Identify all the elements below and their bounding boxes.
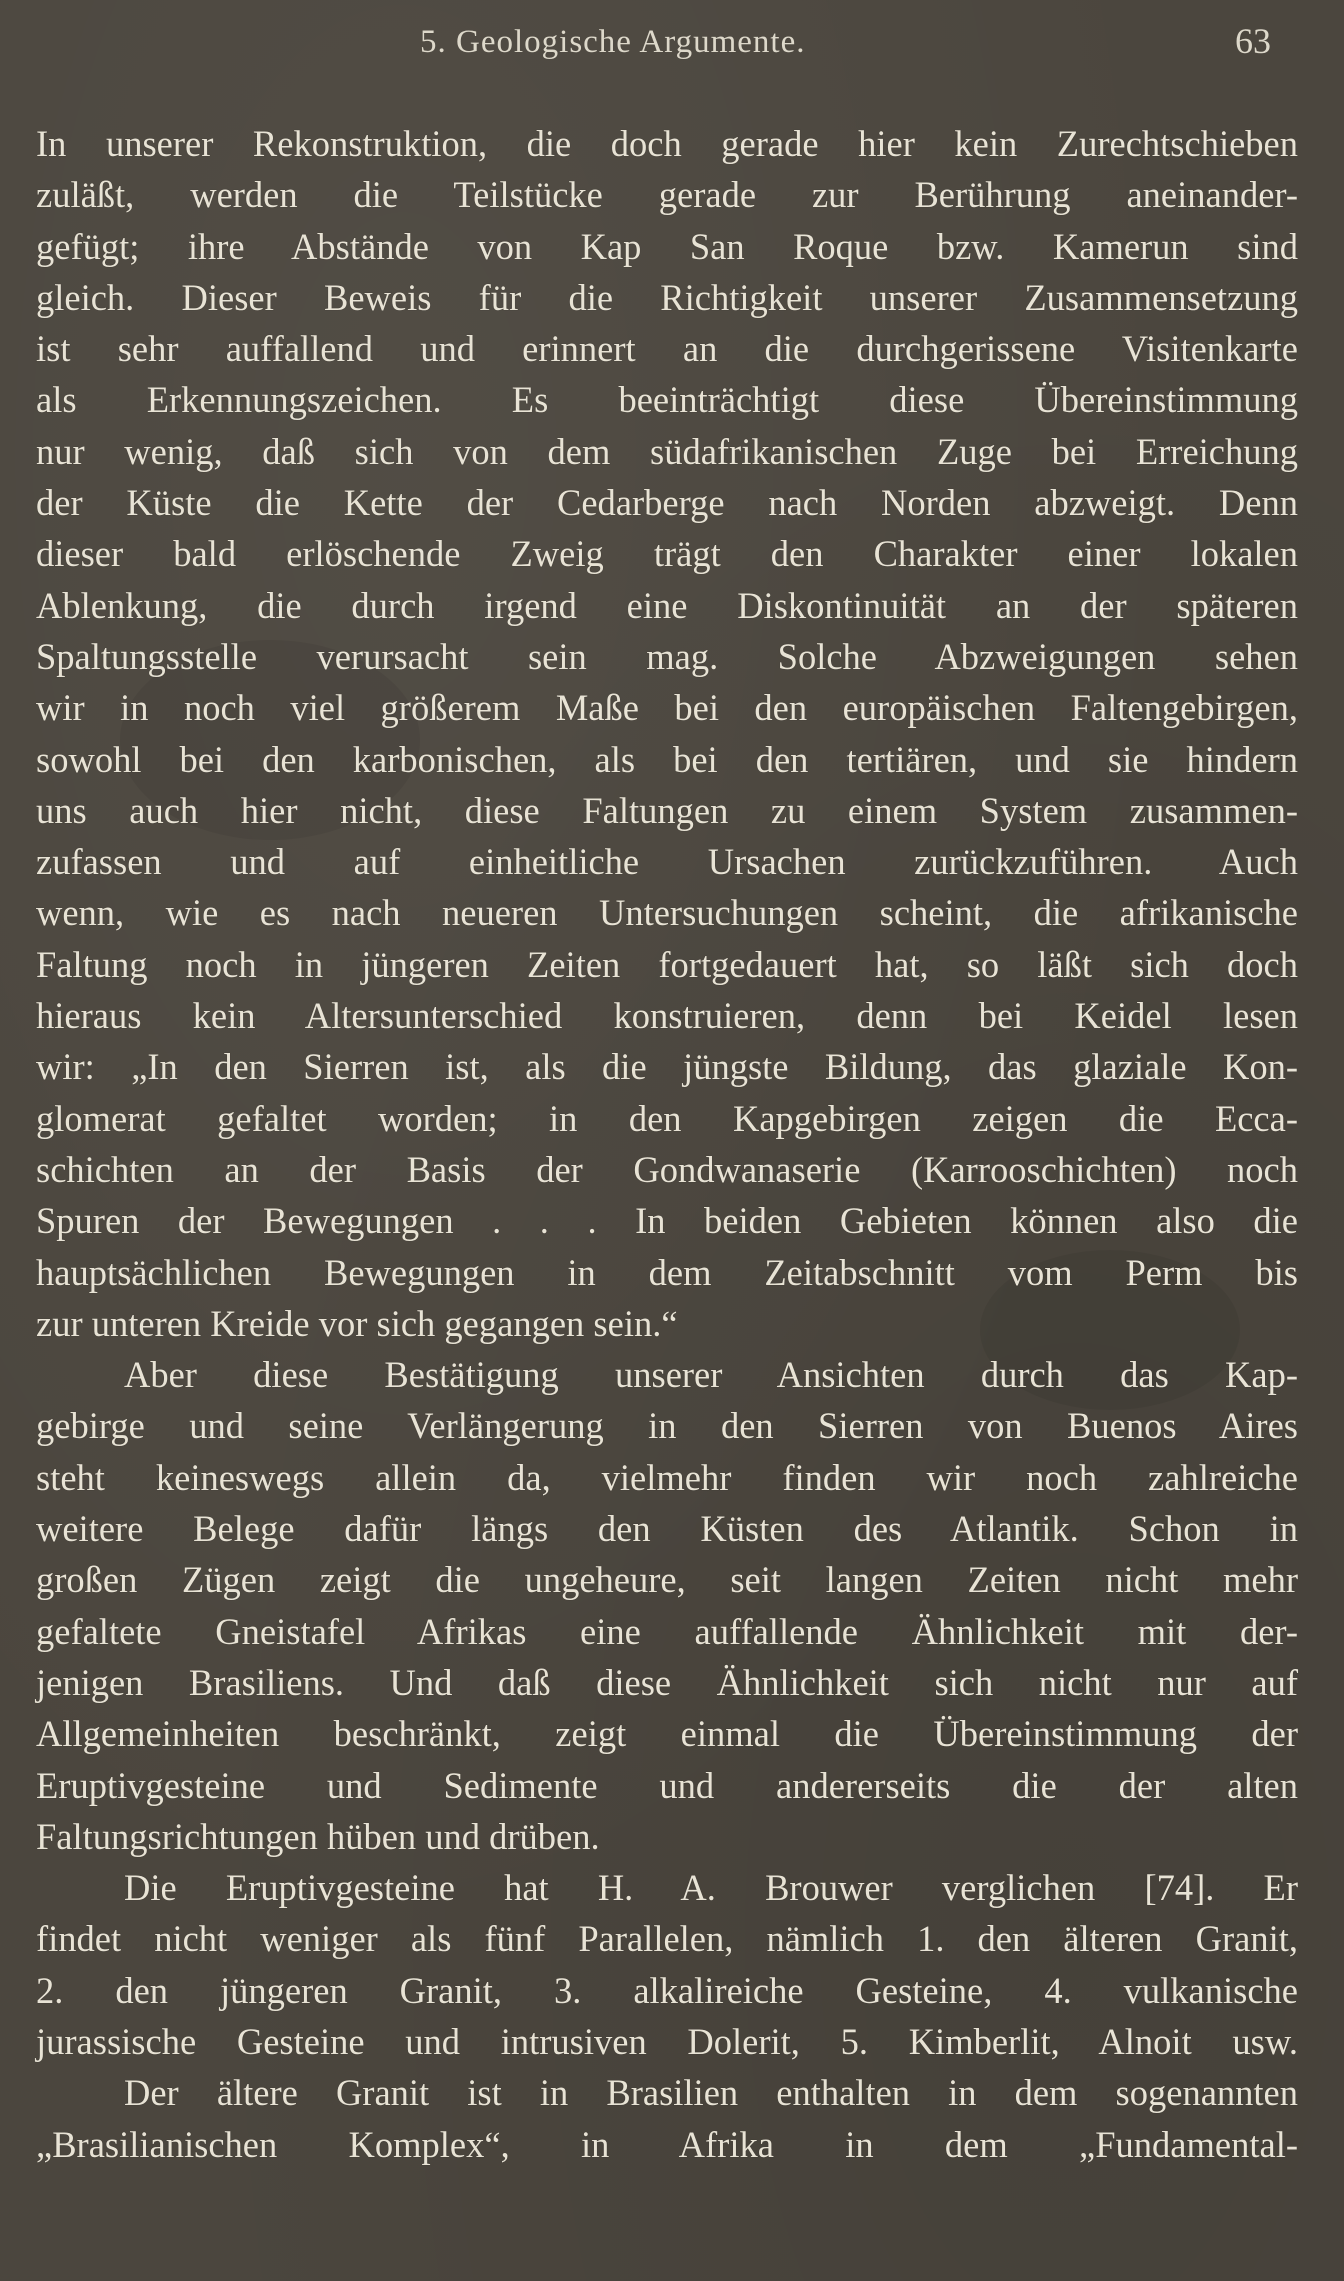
text-line: wir: „In den Sierren ist, als die jüngste Bildung, das glaziale Kon- [36, 1046, 1298, 1088]
text-line: steht keineswegs allein da, vielmehr finden wir noch zahlreiche [36, 1456, 1298, 1498]
chapter-title: 5. Geologische Argumente. [420, 24, 806, 60]
text-line: 2. den jüngeren Granit, 3. alkalireiche Gesteine, 4. vulkanische [36, 1969, 1298, 2011]
text-line: als Erkennungszeichen. Es beeinträchtigt diese Übereinstimmung [36, 379, 1298, 421]
text-line: zufassen und auf einheitliche Ursachen zurückzuführen. Auch [36, 841, 1298, 883]
text-line: hauptsächlichen Bewegungen in dem Zeitabschnitt vom Perm bis [36, 1251, 1298, 1293]
text-line: Faltung noch in jüngeren Zeiten fortgedauert hat, so läßt sich doch [36, 943, 1298, 985]
text-line: gebirge und seine Verlängerung in den Sierren von Buenos Aires [36, 1405, 1298, 1447]
text-line: gefügt; ihre Abstände von Kap San Roque bzw. Kamerun sind [36, 225, 1298, 267]
running-head [0, 18, 1344, 74]
text-line: sowohl bei den karbonischen, als bei den tertiären, und sie hindern [36, 738, 1298, 780]
text-line: ist sehr auffallend und erinnert an die durchgerissene Visitenkarte [36, 328, 1298, 370]
text-line: wenn, wie es nach neueren Untersuchungen scheint, die afrikanische [36, 892, 1298, 934]
text-line: großen Zügen zeigt die ungeheure, seit langen Zeiten nicht mehr [36, 1559, 1298, 1601]
text-line: wir in noch viel größerem Maße bei den europäischen Faltengebirgen, [36, 687, 1298, 729]
body-text [36, 118, 1298, 2170]
text-line: uns auch hier nicht, diese Faltungen zu einem System zusammen- [36, 789, 1298, 831]
text-line: nur wenig, daß sich von dem südafrikanischen Zuge bei Erreichung [36, 430, 1298, 472]
text-line: findet nicht weniger als fünf Parallelen, nämlich 1. den älteren Granit, [36, 1918, 1298, 1960]
text-line: glomerat gefaltet worden; in den Kapgebirgen zeigen die Ecca- [36, 1097, 1298, 1139]
text-line: Spuren der Bewegungen . . . In beiden Gebieten können also die [36, 1200, 1298, 1242]
text-line: gleich. Dieser Beweis für die Richtigkeit unserer Zusammensetzung [36, 276, 1298, 318]
text-line: zur unteren Kreide vor sich gegangen sein.“ [36, 1302, 678, 1344]
text-line: Ablenkung, die durch irgend eine Diskontinuität an der späteren [36, 584, 1298, 626]
text-line: jenigen Brasiliens. Und daß diese Ähnlichkeit sich nicht nur auf [36, 1661, 1298, 1703]
text-line: „Brasilianischen Komplex“, in Afrika in dem „Fundamental- [36, 2123, 1298, 2165]
text-line: Aber diese Bestätigung unserer Ansichten durch das Kap- [124, 1354, 1298, 1396]
text-line: schichten an der Basis der Gondwanaserie (Karrooschichten) noch [36, 1148, 1298, 1190]
text-line: der Küste die Kette der Cedarberge nach Norden abzweigt. Denn [36, 482, 1298, 524]
text-line: gefaltete Gneistafel Afrikas eine auffallende Ähnlichkeit mit der- [36, 1610, 1298, 1652]
text-line: dieser bald erlöschende Zweig trägt den Charakter einer lokalen [36, 533, 1298, 575]
text-line: Allgemeinheiten beschränkt, zeigt einmal die Übereinstimmung der [36, 1713, 1298, 1755]
text-line: weitere Belege dafür längs den Küsten des Atlantik. Schon in [36, 1508, 1298, 1550]
text-line: In unserer Rekonstruktion, die doch gerade hier kein Zurechtschieben [36, 123, 1298, 164]
text-line: zuläßt, werden die Teilstücke gerade zur Berührung aneinander- [36, 174, 1298, 216]
page-number: 63 [1235, 21, 1271, 61]
text-line: Faltungsrichtungen hüben und drüben. [36, 1815, 600, 1857]
text-line: Spaltungsstelle verursacht sein mag. Solche Abzweigungen sehen [36, 635, 1298, 677]
text-line: Die Eruptivgesteine hat H. A. Brouwer verglichen [74]. Er [124, 1867, 1298, 1909]
text-line: Der ältere Granit ist in Brasilien enthalten in dem sogenannten [124, 2072, 1298, 2114]
text-line: Eruptivgesteine und Sedimente und andererseits die der alten [36, 1764, 1298, 1806]
text-line: jurassische Gesteine und intrusiven Dolerit, 5. Kimberlit, Alnoit usw. [36, 2020, 1298, 2062]
text-line: hieraus kein Altersunterschied konstruieren, denn bei Keidel lesen [36, 995, 1298, 1037]
